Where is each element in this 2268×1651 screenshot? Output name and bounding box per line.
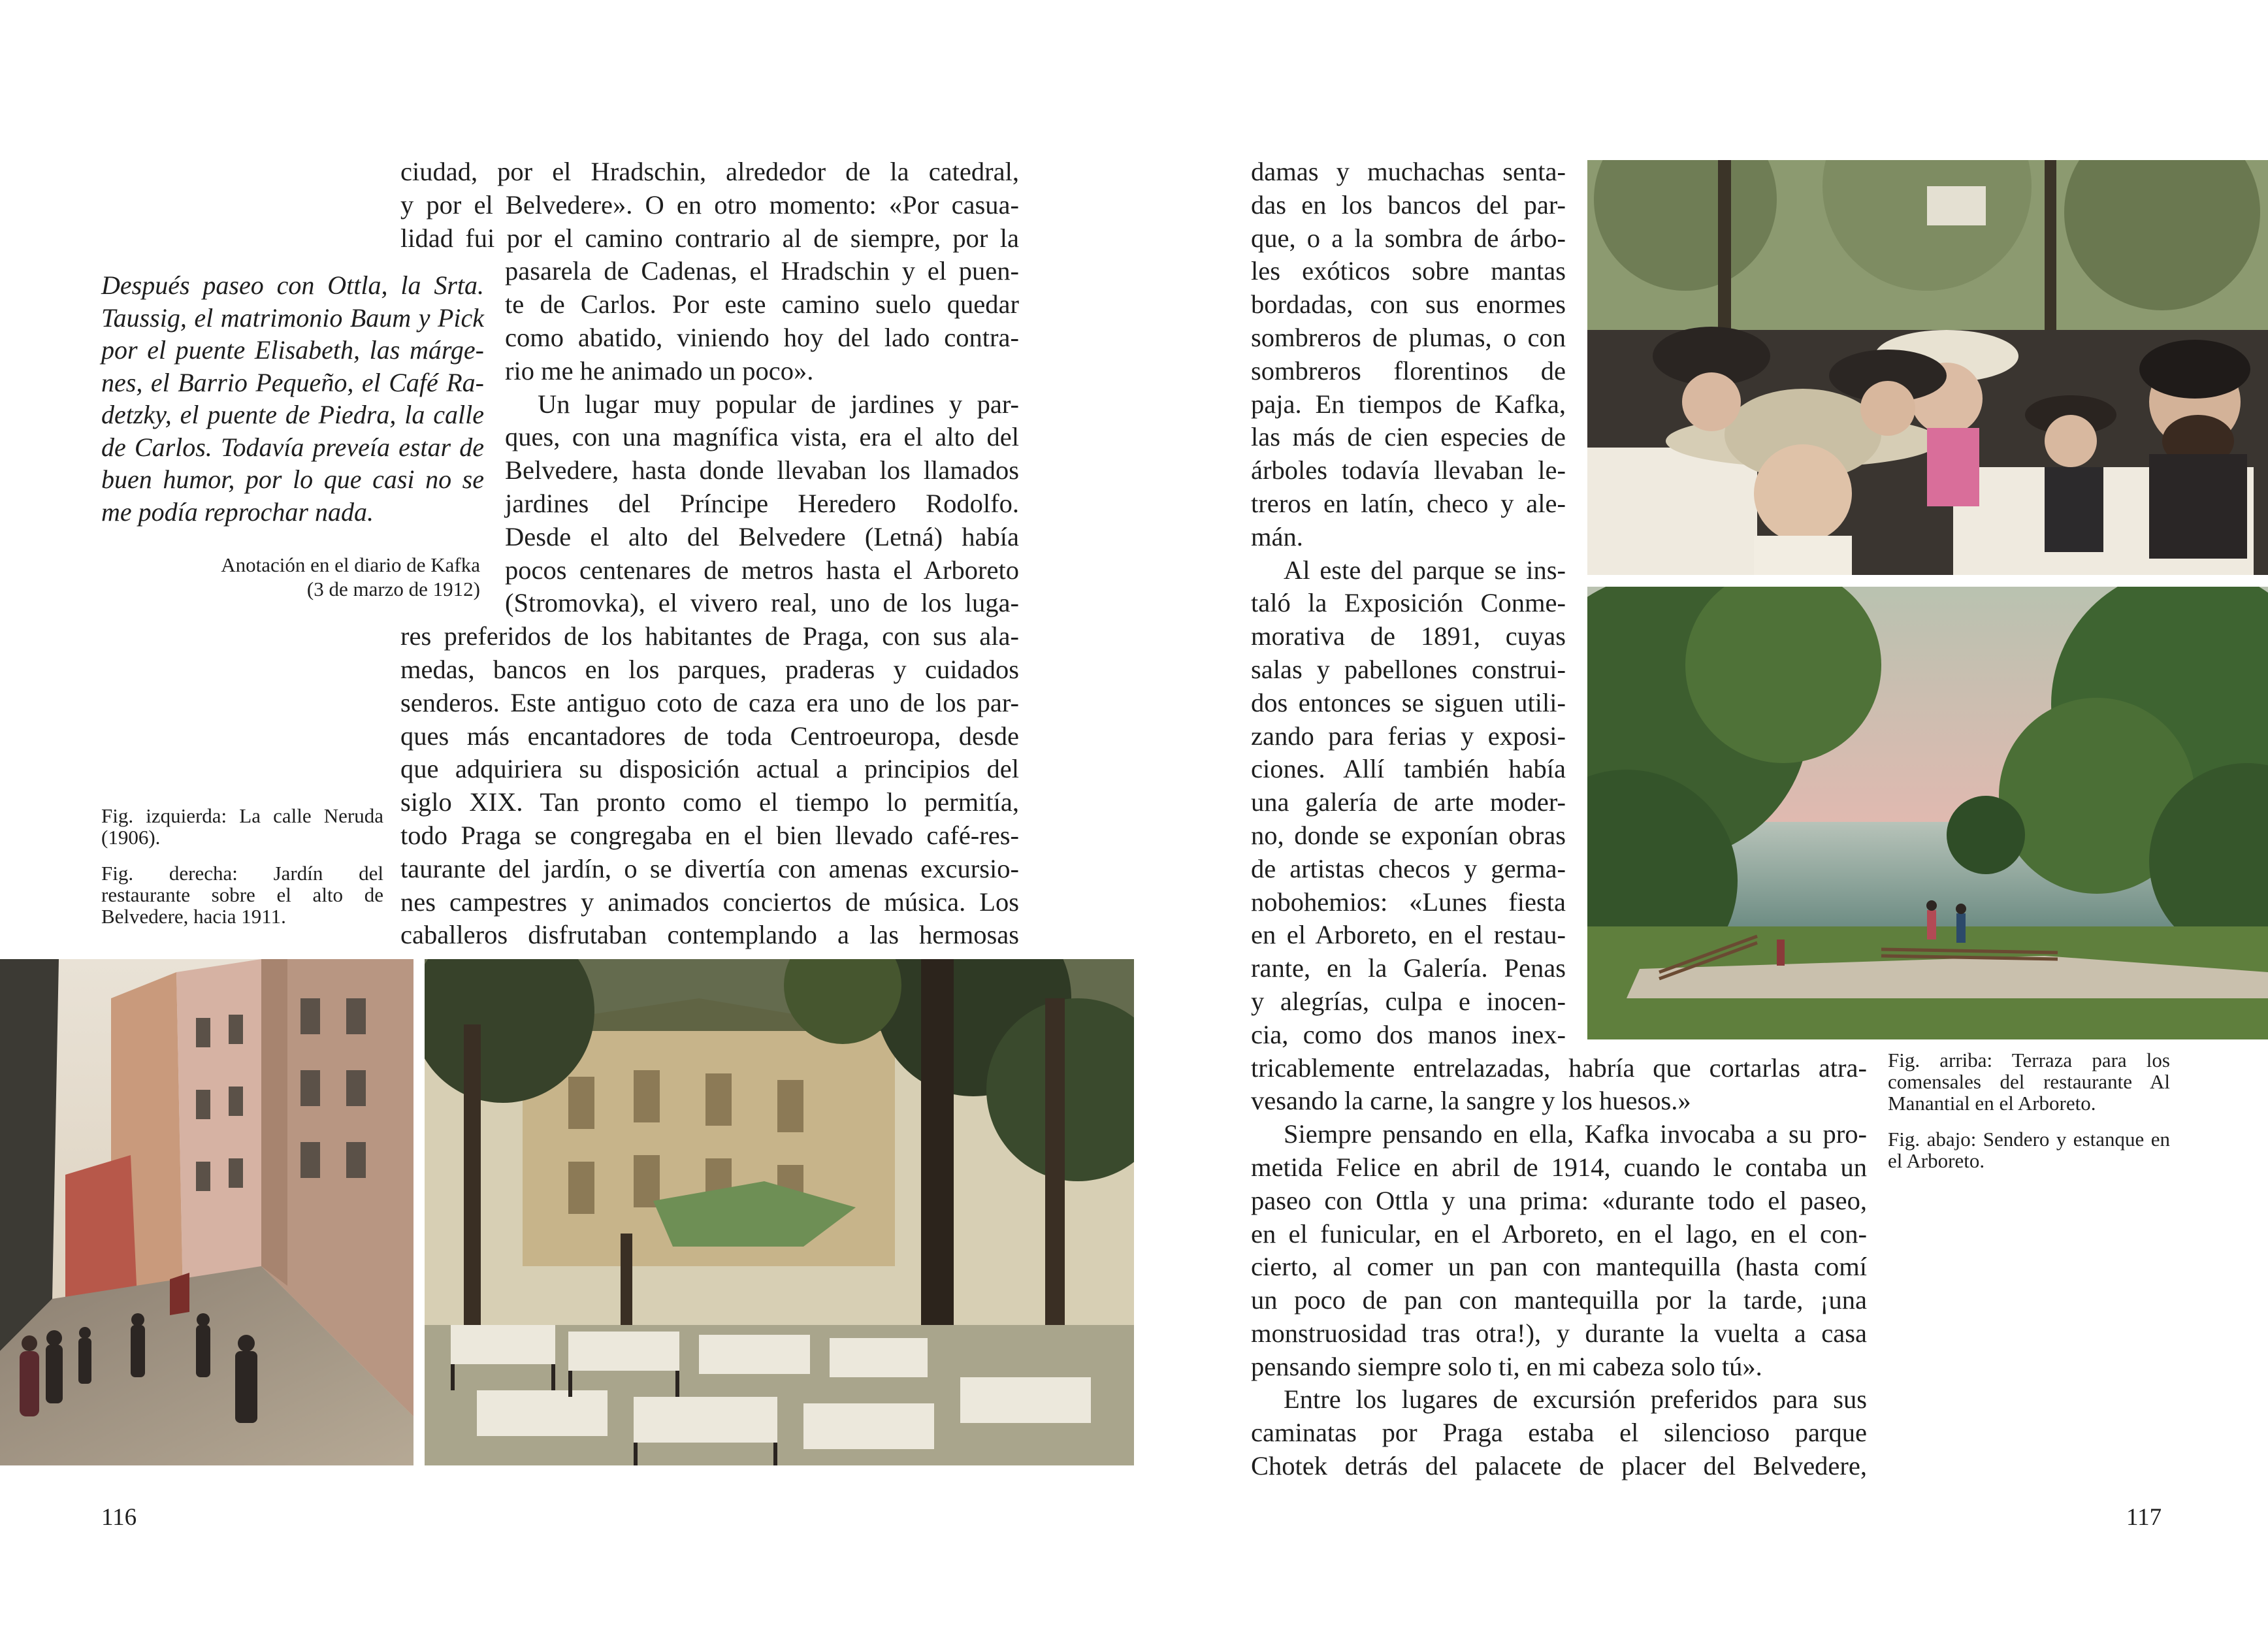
body-line: siglo XIX. Tan pronto como el tiempo lo permitía, (400, 787, 1019, 817)
captions-left-page (101, 805, 383, 941)
body-line: senderos. Este antiguo coto de caza era uno de los par- (400, 687, 1019, 717)
body-line: paja. En tiempos de Kafka, (1251, 389, 1566, 419)
body-line: que adquiriera su disposición actual a principios del (400, 754, 1019, 784)
body-line: dos entonces se siguen utili- (1251, 687, 1566, 717)
quote-line: de Carlos. Todavía preveía estar de (101, 432, 484, 462)
body-line: caminatas por Praga estaba el silencioso parque (1251, 1418, 1867, 1448)
attribution-line: (3 de marzo de 1912) (306, 578, 480, 600)
body-line: pocos centenares de metros hasta el Arboreto (505, 555, 1019, 585)
body-line: medas, bancos en los parques, praderas y cuidados (400, 654, 1019, 684)
body-line: Belvedere, hasta donde llevaban los llamados (505, 455, 1019, 485)
body-line: en el Arboreto, en el restau- (1251, 920, 1566, 950)
quote-line: Taussig, el matrimonio Baum y Pick (101, 302, 484, 333)
body-line: bordadas, con sus enormes (1251, 289, 1566, 319)
body-line: damas y muchachas senta- (1251, 157, 1566, 186)
body-line: jardines del Príncipe Heredero Rodolfo. (505, 488, 1019, 518)
body-line: las más de cien especies de (1251, 422, 1566, 452)
body-line: sombreros de plumas, o con (1251, 322, 1566, 352)
body-line: que, o a la sombra de árbo- (1251, 223, 1566, 253)
body-line: nes campestres y animados conciertos de música. Los (400, 887, 1019, 917)
body-line: morativa de 1891, cuyas (1251, 621, 1566, 651)
body-line: taurante del jardín, o se divertía con amenas excursio- (400, 853, 1019, 883)
body-line: tricablemente entrelazadas, habría que cortarlas atra- (1251, 1053, 1867, 1083)
page-number-right: 117 (2126, 1504, 2162, 1531)
body-line: ques más encantadores de toda Centroeuropa, desde (400, 721, 1019, 751)
caption-right-figure: Fig. derecha: Jardín del restaurante sobre el alto de Belvedere, hacia 1911. (101, 862, 383, 928)
caption-bottom-figure: Fig. abajo: Sendero y estanque en el Arboreto. (1888, 1128, 2170, 1172)
body-line: les exóticos sobre mantas (1251, 256, 1566, 286)
body-line: un poco de pan con mantequilla por la tarde, ¡una (1251, 1285, 1867, 1315)
body-line: mán. (1251, 521, 1303, 551)
body-line: nobohemios: «Lunes fiesta (1251, 887, 1566, 917)
attribution-line: Anotación en el diario de Kafka (221, 553, 480, 576)
body-line: ques, con una magnífica vista, era el alto del (505, 422, 1019, 452)
body-line: rio me he animado un poco». (505, 355, 814, 385)
captions-right-page (1888, 1049, 2170, 1186)
body-line: das en los bancos del par- (1251, 189, 1566, 220)
quote-line: nes, el Barrio Pequeño, el Café Ra- (101, 367, 484, 397)
body-line: monstruosidad tras otra!), y durante la vuelta a casa (1251, 1318, 1867, 1348)
body-line: vesando la carne, la sangre y los huesos.» (1251, 1086, 1691, 1116)
body-line: pensando siempre solo ti, en mi cabeza solo tú». (1251, 1351, 1762, 1381)
body-line: rante, en la Galería. Penas (1251, 953, 1566, 983)
body-line: y por el Belvedere». O en otro momento: «Por casua- (400, 189, 1019, 220)
caption-left-figure: Fig. izquierda: La calle Neruda (1906). (101, 804, 383, 849)
body-line: Entre los lugares de excursión preferidos para sus (1284, 1384, 1867, 1414)
body-line: cia, como dos manos inex- (1251, 1019, 1566, 1049)
body-line: ciudad, por el Hradschin, alrededor de la catedral, (400, 157, 1019, 186)
caption-top-figure: Fig. arriba: Terraza para los comensales del restaurante Al Manantial en el Arboreto. (1888, 1049, 2170, 1115)
body-line: y alegrías, culpa e inocen- (1251, 986, 1566, 1016)
page-number-left: 116 (101, 1504, 137, 1531)
body-line: res preferidos de los habitantes de Praga, con sus ala- (400, 621, 1019, 651)
quote-line: detzky, el puente de Piedra, la calle (101, 400, 484, 429)
right-body-text (1251, 155, 1867, 1483)
body-line: (Stromovka), el vivero real, uno de los luga- (505, 588, 1019, 618)
body-line: una galería de arte moder- (1251, 787, 1566, 817)
body-line: treros en latín, checo y ale- (1251, 488, 1566, 518)
quote-line: por el puente Elisabeth, las márge- (101, 335, 484, 365)
body-line: te de Carlos. Por este camino suelo quedar (505, 289, 1019, 319)
neruda-street-photo (0, 959, 413, 1465)
body-line: Siempre pensando en ella, Kafka invocaba a su pro- (1284, 1119, 1867, 1149)
body-line: en el funicular, en el Arboreto, en el lago, en el con- (1251, 1218, 1867, 1249)
quote-line: Después paseo con Ottla, la Srta. (101, 270, 484, 300)
body-line: todo Praga se congregaba en el bien llevado café-res- (400, 820, 1019, 850)
quote-line: me podía reprochar nada. (101, 497, 374, 527)
body-line: paseo con Ottla y una prima: «durante todo el paseo, (1251, 1185, 1867, 1215)
body-line: caballeros disfrutaban contemplando a las hermosas (400, 920, 1019, 950)
body-line: metida Felice en abril de 1914, cuando le contaba un (1251, 1152, 1867, 1182)
body-line: taló la Exposición Conme- (1251, 588, 1566, 618)
body-line: Desde el alto del Belvedere (Letná) había (505, 521, 1019, 551)
body-line: salas y pabellones construi- (1251, 654, 1566, 684)
body-line: Chotek detrás del palacete de placer del Belvedere, (1251, 1451, 1867, 1481)
body-line: Al este del parque se ins- (1284, 555, 1566, 585)
body-line: lidad fui por el camino contrario al de siempre, por la (400, 223, 1019, 253)
belvedere-garden-photo (425, 959, 1134, 1465)
body-line: árboles todavía llevaban le- (1251, 455, 1566, 485)
body-line: Un lugar muy popular de jardines y par- (538, 389, 1019, 419)
body-line: de artistas checos y germa- (1251, 853, 1566, 883)
body-line: pasarela de Cadenas, el Hradschin y el puen- (505, 256, 1019, 286)
body-line: cierto, al comer un pan con mantequilla (hasta comí (1251, 1252, 1867, 1282)
body-line: ciones. Allí también había (1251, 754, 1566, 784)
body-line: como abatido, viniendo hoy del lado contra- (505, 322, 1019, 352)
body-line: sombreros florentinos de (1251, 355, 1566, 385)
body-line: no, donde se exponían obras (1251, 820, 1566, 850)
quote-line: buen humor, por lo que casi no se (101, 465, 484, 494)
body-line: zando para ferias y exposi- (1251, 721, 1566, 751)
left-body-text (400, 155, 1019, 952)
